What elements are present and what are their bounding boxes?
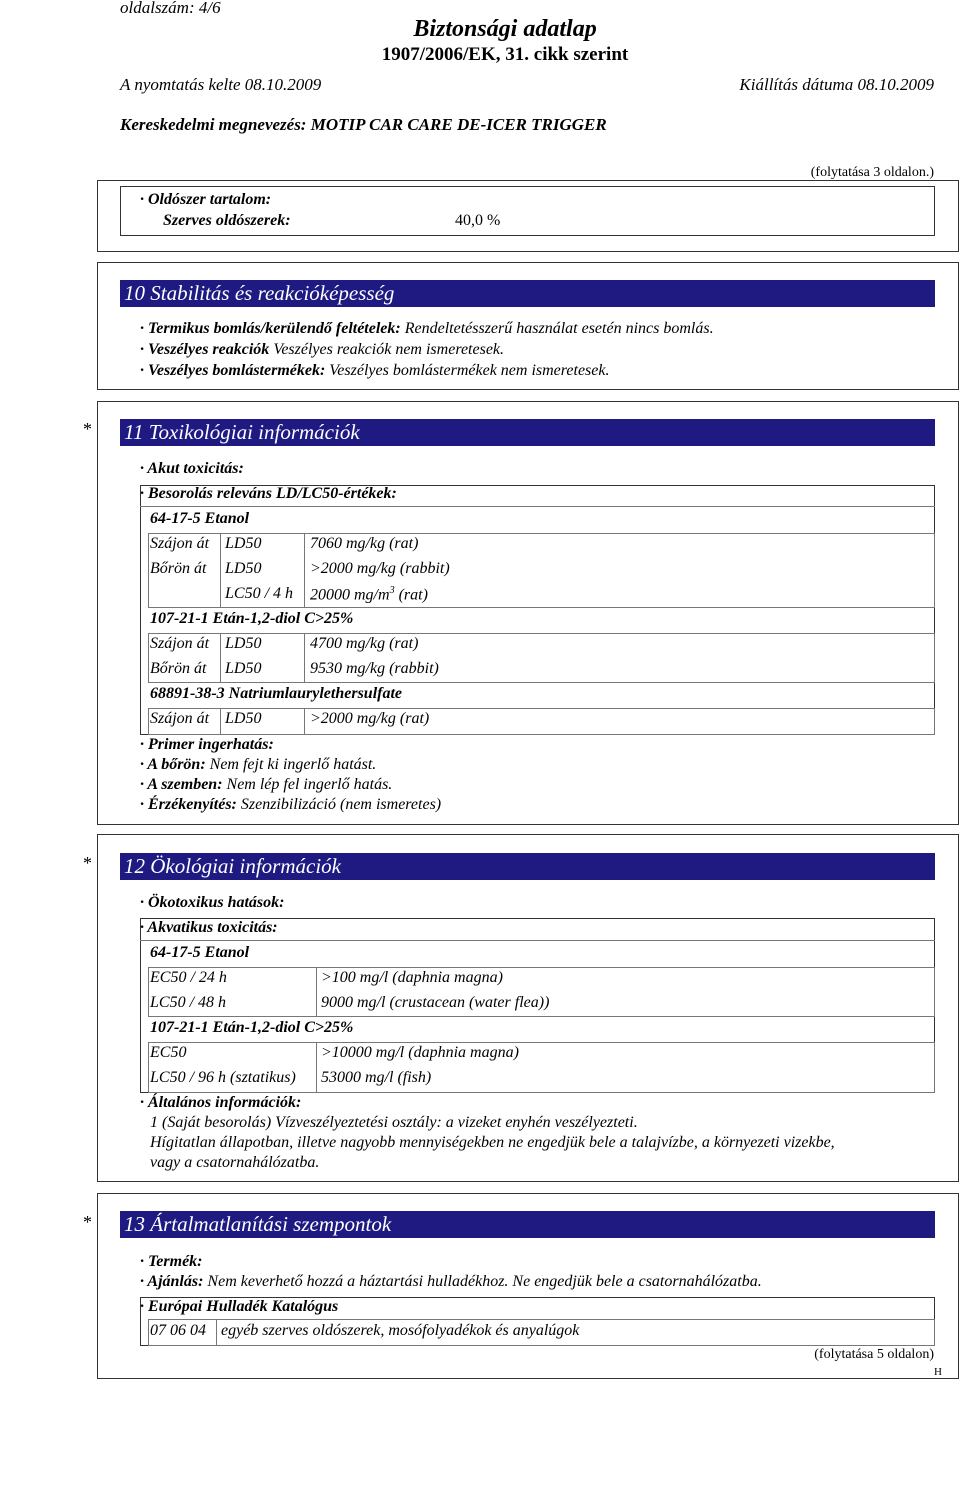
solvent-value: 40,0 % — [455, 212, 501, 229]
test-type: EC50 — [150, 1044, 187, 1061]
route: Szájon át — [150, 635, 210, 652]
section11-title: 11 Toxikológiai információk — [120, 419, 935, 446]
substance-name: 64-17-5 Etanol — [150, 944, 250, 961]
product-heading: · Termék: — [140, 1253, 203, 1270]
test-value: 53000 mg/l (fish) — [321, 1069, 432, 1086]
test-value: 4700 mg/kg (rat) — [310, 635, 419, 652]
waste-catalogue: · Európai Hulladék Katalógus — [140, 1298, 339, 1315]
waste-code: 07 06 04 — [150, 1322, 206, 1339]
test-type: LC50 / 48 h — [150, 994, 227, 1011]
test-type: LD50 — [225, 635, 262, 652]
general-line: vagy a csatornahálózatba. — [150, 1154, 320, 1171]
acute-toxicity: · Akut toxicitás: — [140, 460, 244, 477]
route: Bőrön át — [150, 660, 207, 677]
section10-line-3: · Veszélyes bomlástermékek: Veszélyes bomlástermékek nem ismeretesek. — [140, 362, 610, 379]
test-value: 7060 mg/kg (rat) — [310, 535, 419, 552]
rule — [220, 708, 221, 735]
issue-date: Kiállítás dátuma 08.10.2009 — [739, 75, 934, 94]
section10-line-1: · Termikus bomlás/kerülendő feltételek: Rendeltetésszerű használat esetén nincs bomlás. — [140, 320, 714, 337]
rule — [140, 940, 935, 941]
print-date: A nyomtatás kelte 08.10.2009 — [120, 75, 322, 94]
document-subtitle: 1907/2006/EK, 31. cikk szerint — [381, 44, 629, 65]
section12-title: 12 Ökológiai információk — [120, 853, 935, 880]
recommendation: · Ajánlás: Nem keverhető hozzá a háztartási hulladékhoz. Ne engedjük bele a csatornahálózatba. — [140, 1273, 762, 1290]
primary-irritation: · Primer ingerhatás: — [140, 736, 274, 753]
solvent-label: Szerves oldószerek: — [163, 212, 291, 229]
test-value: 20000 $mg/m^3$ (rat) — [310, 585, 428, 604]
test-value: >2000 mg/kg (rabbit) — [310, 560, 450, 577]
section10-line-2: · Veszélyes reakciók Veszélyes reakciók nem ismeretesek. — [140, 341, 505, 358]
page-number: oldalszám: 4/6 — [120, 0, 221, 17]
tox-grid-3 — [148, 708, 935, 735]
rule — [220, 633, 221, 683]
test-type: LD50 — [225, 560, 262, 577]
section13-title: 13 Ártalmatlanítási szempontok — [120, 1211, 935, 1238]
eye-effect: · A szemben: Nem lép fel ingerlő hatás. — [140, 776, 393, 793]
document-title: Biztonsági adatlap — [413, 16, 597, 42]
rule — [216, 1319, 217, 1346]
rule — [304, 708, 305, 735]
section12-star: * — [83, 853, 92, 873]
test-type: LD50 — [225, 660, 262, 677]
waste-description: egyéb szerves oldószerek, mosófolyadékok és anyalúgok — [221, 1322, 580, 1339]
solvent-heading: · Oldószer tartalom: — [140, 191, 272, 208]
rule — [304, 633, 305, 683]
classification-heading: · Besorolás releváns LD/LC50-értékek: — [140, 485, 397, 502]
footer-mark: H — [934, 1366, 942, 1378]
test-type: LD50 — [225, 710, 262, 727]
test-value: >2000 mg/kg (rat) — [310, 710, 430, 727]
section11-star: * — [83, 419, 92, 439]
section10-title: 10 Stabilitás és reakcióképesség — [120, 280, 935, 307]
substance-name: 68891-38-3 Natriumlaurylethersulfate — [150, 685, 403, 702]
test-value: >100 mg/l (daphnia magna) — [321, 969, 503, 986]
test-type: LC50 / 96 h (sztatikus) — [150, 1069, 296, 1086]
aquatic-toxicity: · Akvatikus toxicitás: — [140, 919, 278, 936]
continued-to: (folytatása 5 oldalon) — [814, 1347, 934, 1362]
substance-name: 107-21-1 Etán-1,2-diol C>25% — [150, 610, 354, 627]
ecotoxic-effects: · Ökotoxikus hatások: — [140, 894, 285, 911]
rule — [140, 506, 935, 507]
test-value: >10000 mg/l (daphnia magna) — [321, 1044, 519, 1061]
trade-name: Kereskedelmi megnevezés: MOTIP CAR CARE DE-ICER TRIGGER — [120, 115, 607, 134]
general-line: 1 (Saját besorolás) Vízveszélyeztetési osztály: a vizeket enyhén veszélyezteti. — [150, 1114, 638, 1131]
rule — [304, 533, 305, 608]
rule — [316, 967, 317, 1017]
test-value: 9000 mg/l (crustacean (water flea)) — [321, 994, 550, 1011]
section13-star: * — [83, 1212, 92, 1232]
test-type: LC50 / 4 h — [225, 585, 294, 602]
route: Szájon át — [150, 535, 210, 552]
substance-name: 107-21-1 Etán-1,2-diol C>25% — [150, 1019, 354, 1036]
skin-effect: · A bőrön: Nem fejt ki ingerlő hatást. — [140, 756, 377, 773]
test-type: LD50 — [225, 535, 262, 552]
continued-from: (folytatása 3 oldalon.) — [810, 165, 934, 180]
route: Szájon át — [150, 710, 210, 727]
rule — [316, 1042, 317, 1093]
general-info: · Általános információk: — [140, 1094, 302, 1111]
sensitisation: · Érzékenyítés: Szenzibilizáció (nem ismeretes) — [140, 796, 442, 813]
tox-grid-2 — [148, 633, 935, 683]
test-value: 9530 mg/kg (rabbit) — [310, 660, 439, 677]
test-type: EC50 / 24 h — [150, 969, 227, 986]
rule — [220, 533, 221, 608]
route: Bőrön át — [150, 560, 207, 577]
substance-name: 64-17-5 Etanol — [150, 510, 250, 527]
general-line: Hígitatlan állapotban, illetve nagyobb mennyiségekben ne engedjük bele a talajvízbe, a környezeti vizekbe, — [150, 1134, 835, 1151]
